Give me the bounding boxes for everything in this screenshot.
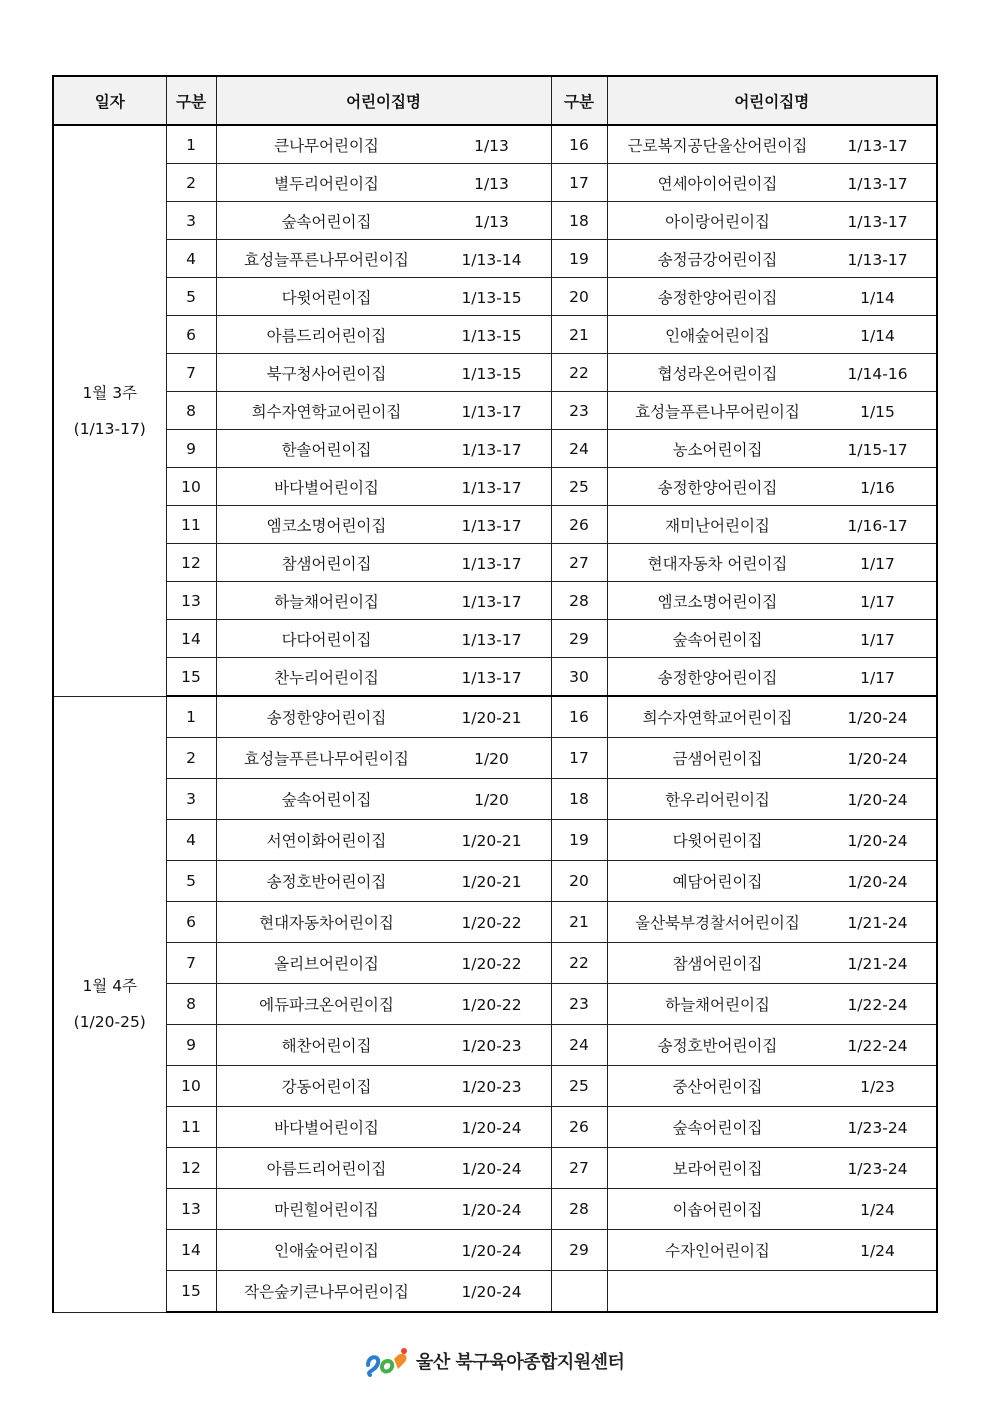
right-daycare-name: 수자인어린이집 (665, 1242, 770, 1260)
left-daycare-name: 찬누리어린이집 (274, 668, 379, 687)
left-entry (216, 984, 551, 1025)
table-row (53, 984, 937, 1025)
left-daycare-name: 참샘어린이집 (281, 554, 372, 573)
left-entry (216, 861, 551, 902)
left-period: 1/20-22 (461, 955, 522, 973)
header-daycare-name-2: 어린이집명 (607, 76, 937, 125)
right-number: 28 (551, 1189, 607, 1230)
left-number: 13 (166, 1189, 216, 1230)
right-period: 1/23 (860, 1078, 895, 1096)
table-row (53, 544, 937, 582)
table-row (53, 1025, 937, 1066)
left-daycare-name: 하늘채어린이집 (274, 592, 379, 611)
right-period: 1/20-24 (847, 791, 908, 809)
right-period: 1/22-24 (847, 996, 908, 1014)
left-daycare-name: 희수자연학교어린이집 (251, 402, 402, 421)
right-daycare-name: 현대자동차 어린이집 (647, 554, 788, 573)
right-daycare-name: 다윗어린이집 (672, 832, 763, 850)
table-row (53, 1271, 937, 1313)
table-row (53, 820, 937, 861)
left-period: 1/13-15 (461, 326, 522, 345)
left-number: 9 (166, 430, 216, 468)
right-daycare-name: 아이랑어린이집 (665, 212, 770, 231)
right-entry (607, 278, 937, 316)
right-period: 1/20-24 (847, 709, 908, 727)
table-row (53, 779, 937, 820)
right-period: 1/14-16 (847, 364, 908, 383)
left-number: 9 (166, 1025, 216, 1066)
left-number: 7 (166, 943, 216, 984)
right-entry (607, 902, 937, 943)
right-entry (607, 430, 937, 468)
right-number: 19 (551, 820, 607, 861)
right-period: 1/24 (860, 1242, 895, 1260)
left-period: 1/20-21 (461, 873, 522, 891)
left-daycare-name: 에듀파크온어린이집 (259, 996, 394, 1014)
left-daycare-name: 바다별어린이집 (274, 1119, 379, 1137)
left-daycare-name: 다다어린이집 (281, 630, 372, 649)
table-row (53, 943, 937, 984)
right-number: 26 (551, 1107, 607, 1148)
left-daycare-name: 아름드리어린이집 (266, 326, 387, 345)
right-entry (607, 820, 937, 861)
table-row (53, 1107, 937, 1148)
right-entry (607, 1066, 937, 1107)
right-period: 1/20-24 (847, 832, 908, 850)
right-number: 17 (551, 738, 607, 779)
right-daycare-name: 협성라온어린이집 (657, 364, 778, 383)
right-daycare-name: 인애숲어린이집 (665, 326, 770, 345)
left-entry (216, 468, 551, 506)
left-period: 1/20-21 (461, 832, 522, 850)
left-period: 1/13-14 (461, 250, 522, 269)
right-daycare-name: 연세아이어린이집 (657, 174, 778, 193)
right-number (551, 1271, 607, 1313)
left-entry (216, 544, 551, 582)
right-daycare-name: 숲속어린이집 (672, 1119, 763, 1137)
right-entry (607, 164, 937, 202)
left-entry (216, 1230, 551, 1271)
left-period: 1/20-23 (461, 1037, 522, 1055)
right-entry (607, 738, 937, 779)
left-entry (216, 202, 551, 240)
right-number: 21 (551, 316, 607, 354)
right-daycare-name: 엠코소명어린이집 (657, 592, 778, 611)
left-entry (216, 278, 551, 316)
right-daycare-name: 송정한양어린이집 (657, 478, 778, 497)
right-entry (607, 1148, 937, 1189)
table-row (53, 902, 937, 943)
right-entry (607, 1107, 937, 1148)
left-number: 2 (166, 164, 216, 202)
left-entry (216, 1148, 551, 1189)
right-period: 1/21-24 (847, 955, 908, 973)
left-number: 3 (166, 202, 216, 240)
table-row (53, 1148, 937, 1189)
left-daycare-name: 현대자동차어린이집 (259, 914, 394, 932)
right-entry (607, 984, 937, 1025)
right-daycare-name: 울산북부경찰서어린이집 (635, 914, 800, 932)
left-entry (216, 125, 551, 164)
table-row (53, 1066, 937, 1107)
left-number: 6 (166, 902, 216, 943)
left-period: 1/20-23 (461, 1078, 522, 1096)
left-entry (216, 1107, 551, 1148)
left-entry (216, 820, 551, 861)
right-period: 1/17 (860, 630, 895, 649)
left-daycare-name: 숲속어린이집 (281, 212, 372, 231)
table-row (53, 278, 937, 316)
left-entry (216, 316, 551, 354)
table-row (53, 696, 937, 738)
left-daycare-name: 숲속어린이집 (281, 791, 372, 809)
right-daycare-name: 희수자연학교어린이집 (642, 709, 793, 727)
left-number: 5 (166, 278, 216, 316)
right-daycare-name: 송정한양어린이집 (657, 668, 778, 687)
left-daycare-name: 별두리어린이집 (274, 174, 379, 193)
right-daycare-name: 하늘채어린이집 (665, 996, 770, 1014)
left-period: 1/13-15 (461, 288, 522, 307)
right-number: 19 (551, 240, 607, 278)
right-daycare-name: 예담어린이집 (672, 873, 763, 891)
right-entry (607, 354, 937, 392)
week-label (53, 125, 166, 696)
right-number: 22 (551, 354, 607, 392)
right-daycare-name: 중산어린이집 (672, 1078, 763, 1096)
left-entry (216, 943, 551, 984)
left-number: 14 (166, 620, 216, 658)
left-entry (216, 354, 551, 392)
right-number: 16 (551, 125, 607, 164)
right-period: 1/17 (860, 668, 895, 687)
right-period: 1/15-17 (847, 440, 908, 459)
right-number: 23 (551, 984, 607, 1025)
right-entry (607, 658, 937, 697)
org-name: 울산 북구육아종합지원센터 (416, 1352, 625, 1373)
right-number: 16 (551, 696, 607, 738)
right-entry (607, 1230, 937, 1271)
week-label-title: 1월 3주 (82, 383, 138, 402)
right-number: 24 (551, 1025, 607, 1066)
left-entry (216, 506, 551, 544)
right-number: 17 (551, 164, 607, 202)
right-entry (607, 620, 937, 658)
left-entry (216, 430, 551, 468)
right-number: 29 (551, 1230, 607, 1271)
left-daycare-name: 아름드리어린이집 (266, 1160, 387, 1178)
right-period: 1/14 (860, 326, 895, 345)
right-daycare-name: 송정한양어린이집 (657, 288, 778, 307)
right-period: 1/17 (860, 554, 895, 573)
left-number: 7 (166, 354, 216, 392)
left-number: 5 (166, 861, 216, 902)
right-entry (607, 316, 937, 354)
week-label (53, 696, 166, 1312)
header-daycare-name: 어린이집명 (216, 76, 551, 125)
left-entry (216, 696, 551, 738)
left-daycare-name: 작은숲키큰나무어린이집 (244, 1283, 409, 1301)
right-period: 1/23-24 (847, 1160, 908, 1178)
table-row (53, 582, 937, 620)
left-number: 14 (166, 1230, 216, 1271)
table-row (53, 354, 937, 392)
right-entry (607, 943, 937, 984)
right-entry (607, 125, 937, 164)
table-row (53, 392, 937, 430)
left-period: 1/20-24 (461, 1119, 522, 1137)
right-daycare-name: 한우리어린이집 (665, 791, 770, 809)
right-number: 25 (551, 1066, 607, 1107)
left-number: 15 (166, 658, 216, 697)
table-row (53, 164, 937, 202)
table-row (53, 240, 937, 278)
footer (364, 1343, 624, 1379)
left-period: 1/13 (474, 212, 509, 231)
right-period: 1/13-17 (847, 136, 908, 155)
table-row (53, 125, 937, 164)
header-row (53, 76, 937, 125)
left-daycare-name: 해찬어린이집 (281, 1037, 372, 1055)
right-period: 1/23-24 (847, 1119, 908, 1137)
left-entry (216, 582, 551, 620)
left-period: 1/13-17 (461, 516, 522, 535)
left-period: 1/13-17 (461, 554, 522, 573)
left-period: 1/13-17 (461, 478, 522, 497)
right-number: 25 (551, 468, 607, 506)
left-number: 1 (166, 696, 216, 738)
left-entry (216, 1189, 551, 1230)
left-daycare-name: 효성늘푸른나무어린이집 (244, 250, 409, 269)
left-number: 11 (166, 1107, 216, 1148)
table-row (53, 430, 937, 468)
left-period: 1/20-24 (461, 1242, 522, 1260)
left-period: 1/20-24 (461, 1283, 522, 1301)
left-number: 12 (166, 544, 216, 582)
left-daycare-name: 바다별어린이집 (274, 478, 379, 497)
left-period: 1/13-17 (461, 630, 522, 649)
right-number: 20 (551, 861, 607, 902)
right-daycare-name: 송정금강어린이집 (657, 250, 778, 269)
left-period: 1/13-15 (461, 364, 522, 383)
right-entry (607, 696, 937, 738)
left-daycare-name: 효성늘푸른나무어린이집 (244, 750, 409, 768)
left-period: 1/13 (474, 174, 509, 193)
left-period: 1/20-22 (461, 996, 522, 1014)
left-period: 1/20-21 (461, 709, 522, 727)
left-daycare-name: 송정호반어린이집 (266, 873, 387, 891)
left-entry (216, 738, 551, 779)
left-entry (216, 779, 551, 820)
left-period: 1/13-17 (461, 440, 522, 459)
table-row (53, 738, 937, 779)
left-number: 15 (166, 1271, 216, 1313)
left-entry (216, 164, 551, 202)
left-period: 1/13-17 (461, 402, 522, 421)
left-period: 1/20 (474, 791, 509, 809)
left-entry (216, 1066, 551, 1107)
right-number: 20 (551, 278, 607, 316)
left-entry (216, 1271, 551, 1313)
right-entry (607, 544, 937, 582)
right-number: 29 (551, 620, 607, 658)
right-number: 22 (551, 943, 607, 984)
table-row (53, 861, 937, 902)
right-number: 27 (551, 1148, 607, 1189)
left-period: 1/20 (474, 750, 509, 768)
left-number: 2 (166, 738, 216, 779)
table-row (53, 316, 937, 354)
header-category-2: 구분 (551, 76, 607, 125)
right-period: 1/20-24 (847, 750, 908, 768)
right-daycare-name: 근로복지공단울산어린이집 (627, 136, 808, 155)
table-row (53, 468, 937, 506)
right-daycare-name: 재미난어린이집 (665, 516, 770, 535)
right-number: 23 (551, 392, 607, 430)
left-number: 4 (166, 240, 216, 278)
left-number: 8 (166, 392, 216, 430)
right-daycare-name: 효성늘푸른나무어린이집 (635, 402, 800, 421)
table-row (53, 620, 937, 658)
right-entry (607, 468, 937, 506)
right-entry (607, 779, 937, 820)
left-entry (216, 392, 551, 430)
left-daycare-name: 송정한양어린이집 (266, 709, 387, 727)
right-number: 30 (551, 658, 607, 697)
right-period: 1/15 (860, 402, 895, 421)
right-entry (607, 392, 937, 430)
left-period: 1/20-22 (461, 914, 522, 932)
right-period: 1/13-17 (847, 250, 908, 269)
right-period: 1/24 (860, 1201, 895, 1219)
right-entry (607, 1271, 937, 1313)
right-number: 18 (551, 202, 607, 240)
left-number: 12 (166, 1148, 216, 1189)
right-entry (607, 1189, 937, 1230)
right-number: 26 (551, 506, 607, 544)
left-number: 10 (166, 1066, 216, 1107)
right-daycare-name: 이솝어린이집 (672, 1201, 763, 1219)
right-period: 1/20-24 (847, 873, 908, 891)
right-period: 1/13-17 (847, 212, 908, 231)
right-number: 24 (551, 430, 607, 468)
week-label-range: (1/20-25) (73, 1013, 146, 1031)
table-row (53, 1230, 937, 1271)
right-entry (607, 582, 937, 620)
week-label-title: 1월 4주 (82, 977, 138, 995)
left-period: 1/13-17 (461, 668, 522, 687)
right-entry (607, 861, 937, 902)
right-daycare-name: 금샘어린이집 (672, 750, 763, 768)
right-daycare-name: 송정호반어린이집 (657, 1037, 778, 1055)
right-period: 1/14 (860, 288, 895, 307)
week-label-range: (1/13-17) (73, 419, 146, 438)
left-period: 1/13-17 (461, 592, 522, 611)
right-entry (607, 240, 937, 278)
left-daycare-name: 큰나무어린이집 (274, 136, 379, 155)
left-period: 1/20-24 (461, 1160, 522, 1178)
right-entry (607, 202, 937, 240)
schedule-table (52, 75, 938, 1313)
schedule-body (53, 125, 937, 1312)
left-entry (216, 620, 551, 658)
left-daycare-name: 올리브어린이집 (274, 955, 379, 973)
left-daycare-name: 인애숲어린이집 (274, 1242, 379, 1260)
right-daycare-name: 참샘어린이집 (672, 955, 763, 973)
org-logo-icon (364, 1345, 412, 1377)
left-entry (216, 1025, 551, 1066)
right-period: 1/13-17 (847, 174, 908, 193)
left-period: 1/20-24 (461, 1201, 522, 1219)
right-entry (607, 1025, 937, 1066)
left-daycare-name: 다윗어린이집 (281, 288, 372, 307)
left-daycare-name: 엠코소명어린이집 (266, 516, 387, 535)
left-number: 11 (166, 506, 216, 544)
left-period: 1/13 (474, 136, 509, 155)
header-date: 일자 (53, 76, 166, 125)
left-daycare-name: 강동어린이집 (281, 1078, 372, 1096)
left-number: 13 (166, 582, 216, 620)
left-daycare-name: 마린힐어린이집 (274, 1201, 379, 1219)
table-row (53, 202, 937, 240)
right-entry (607, 506, 937, 544)
right-period: 1/17 (860, 592, 895, 611)
table-row (53, 658, 937, 697)
left-entry (216, 902, 551, 943)
left-daycare-name: 한솔어린이집 (281, 440, 372, 459)
table-row (53, 506, 937, 544)
right-daycare-name: 숲속어린이집 (672, 630, 763, 649)
right-number: 28 (551, 582, 607, 620)
left-daycare-name: 서연이화어린이집 (266, 832, 387, 850)
left-number: 4 (166, 820, 216, 861)
right-daycare-name: 농소어린이집 (672, 440, 763, 459)
right-period: 1/16-17 (847, 516, 908, 535)
right-period: 1/22-24 (847, 1037, 908, 1055)
header-category: 구분 (166, 76, 216, 125)
right-number: 27 (551, 544, 607, 582)
right-number: 18 (551, 779, 607, 820)
right-period: 1/16 (860, 478, 895, 497)
right-daycare-name: 보라어린이집 (672, 1160, 763, 1178)
left-number: 10 (166, 468, 216, 506)
left-number: 1 (166, 125, 216, 164)
left-daycare-name: 북구청사어린이집 (266, 364, 387, 383)
left-entry (216, 240, 551, 278)
left-number: 8 (166, 984, 216, 1025)
left-entry (216, 658, 551, 697)
left-number: 6 (166, 316, 216, 354)
right-period: 1/21-24 (847, 914, 908, 932)
table-row (53, 1189, 937, 1230)
left-number: 3 (166, 779, 216, 820)
right-number: 21 (551, 902, 607, 943)
